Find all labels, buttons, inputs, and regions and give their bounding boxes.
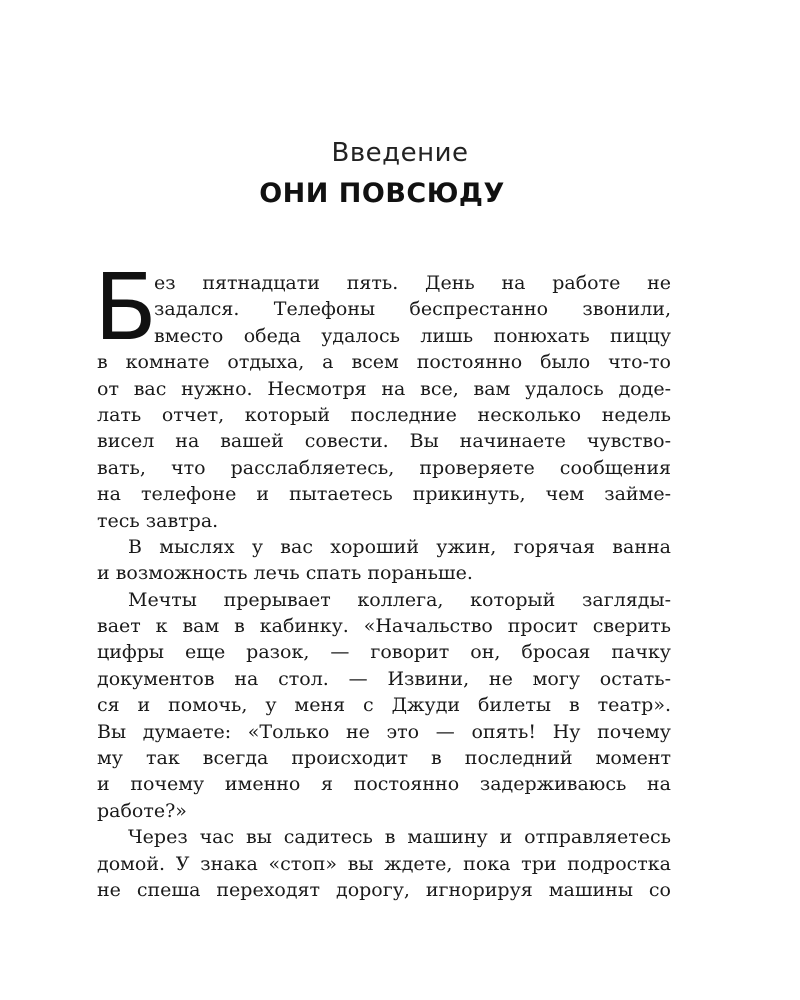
body-text	[97, 270, 671, 903]
text-line: в комнате отдыха, а всем постоянно было что-то	[97, 351, 671, 374]
text-line: цифры еще разок, — говорит он, бросая пачку	[97, 641, 671, 664]
text-line: вать, что расслабляетесь, проверяете сообщения	[97, 456, 671, 479]
text-line: ез пятнадцати пять. День на работе не	[154, 272, 671, 294]
text-line: домой. У знака «стоп» вы ждете, пока три подростка	[97, 852, 671, 875]
chapter-title: ОНИ ПОВСЮДУ	[259, 178, 505, 209]
text-line: висел на вашей совести. Вы начинаете чувство-	[97, 430, 671, 453]
text-line: на телефоне и пытаетесь прикинуть, чем займе-	[97, 483, 671, 506]
text-line: му так всегда происходит в последний момент	[97, 747, 671, 770]
text-line: работе?»	[97, 799, 187, 822]
text-line: ся и помочь, у меня с Джуди билеты в театр».	[97, 694, 671, 717]
text-line: вместо обеда удалось лишь понюхать пиццу	[154, 324, 671, 347]
text-line: Через час вы садитесь в машину и отправляетесь	[128, 826, 671, 849]
chapter-label: Введение	[331, 138, 469, 168]
text-line: тесь завтра.	[97, 509, 219, 532]
text-line: и возможность лечь спать пораньше.	[97, 562, 473, 585]
text-line: В мыслях у вас хороший ужин, горячая ванна	[128, 535, 671, 558]
text-line: документов на стол. — Извини, не могу остать-	[97, 667, 671, 690]
text-line: от вас нужно. Несмотря на все, вам удалось доде-	[97, 377, 671, 400]
text-line: вает к вам в кабинку. «Начальство просит сверить	[97, 615, 671, 638]
text-line: Вы думаете: «Только не это — опять! Ну почему	[97, 720, 671, 743]
text-line: не спеша переходят дорогу, игнорируя машины со	[97, 878, 671, 901]
text-line: и почему именно я постоянно задерживаюсь на	[97, 773, 671, 796]
text-line: лать отчет, который последние несколько недель	[97, 403, 671, 426]
text-line: задался. Телефоны беспрестанно звонили,	[154, 298, 671, 321]
text-line: Мечты прерывает коллега, который загляды-	[128, 588, 671, 611]
drop-cap-letter: Б	[94, 254, 158, 361]
